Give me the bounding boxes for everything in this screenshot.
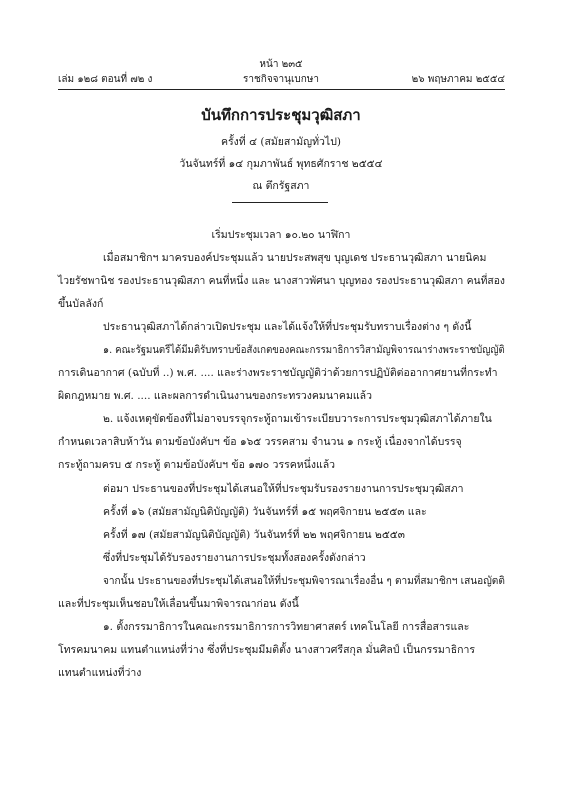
body-line: ผิดกฎหมาย พ.ศ. .... และผลการดำเนินงานของกระทรวงคมนาคมแล้ว [58,390,372,402]
meeting-place: ณ ตึกรัฐสภา [252,180,310,192]
body-line: กำหนดเวลาสิบห้าวัน ตามข้อบังคับฯ ข้อ ๑๖๕ วรรคสาม จำนวน ๑ กระทู้ เนื่องจากได้บรรจุ [58,436,462,448]
body-line: ครั้งที่ ๑๖ (สมัยสามัญนิติบัญญัติ) วันจันทร์ที่ ๑๕ พฤศจิกายน ๒๕๕๓ และ [103,506,427,518]
body-line: แทนตำแหน่งที่ว่าง [58,667,142,679]
start-time: เริ่มประชุมเวลา ๑๐.๒๐ นาฬิกา [211,229,351,241]
body-line: ต่อมา ประธานของที่ประชุมได้เสนอให้ที่ประชุมรับรองรายงานการประชุมวุฒิสภา [103,483,464,495]
body-line: ขึ้นบัลลังก์ [58,298,104,310]
volume-issue: เล่ม ๑๒๘ ตอนที่ ๗๒ ง [58,74,153,85]
publication-date: ๒๖ พฤษภาคม ๒๕๕๔ [411,74,505,85]
meeting-date: วันจันทร์ที่ ๑๔ กุมภาพันธ์ พุทธศักราช ๒๕๕๔ [179,158,383,170]
body-line: ซึ่งที่ประชุมได้รับรองรายงานการประชุมทั้งสองครั้งดังกล่าว [103,552,366,564]
body-line: ๑. ตั้งกรรมาธิการในคณะกรรมาธิการการวิทยาศาสตร์ เทคโนโลยี การสื่อสารและ [103,621,470,633]
body-line: จากนั้น ประธานของที่ประชุมได้เสนอให้ที่ประชุมพิจารณาเรื่องอื่น ๆ ตามที่สมาชิกฯ เสนอญัตติ [103,575,505,587]
header-rule [58,89,505,90]
body-line: ประธานวุฒิสภาได้กล่าวเปิดประชุม และได้แจ้งให้ที่ประชุมรับทราบเรื่องต่าง ๆ ดังนี้ [103,321,472,333]
gazette-name: ราชกิจจานุเบกษา [242,74,320,85]
document-title: บันทึกการประชุมวุฒิสภา [201,106,361,124]
body-line: ไวยรัชพานิช รองประธานวุฒิสภา คนที่หนึ่ง และ นางสาวพัศนา บุญทอง รองประธานวุฒิสภา คนที่สอง [58,275,505,287]
body-line: ๒. แจ้งเหตุขัดข้องที่ไม่อาจบรรจุกระทู้ถามเข้าระเบียบวาระการประชุมวุฒิสภาได้ภายใน [103,413,492,425]
page-number: หน้า ๒๓๕ [259,59,303,70]
meeting-number: ครั้งที่ ๔ (สมัยสามัญทั่วไป) [221,136,341,148]
title-underline [232,202,328,203]
body-line: เมื่อสมาชิกฯ มาครบองค์ประชุมแล้ว นายประสพสุข บุญเดช ประธานวุฒิสภา นายนิคม [103,252,487,264]
body-line: กระทู้ถามครบ ๕ กระทู้ ตามข้อบังคับฯ ข้อ ๑๗๐ วรรคหนึ่งแล้ว [58,459,336,471]
body-line: ครั้งที่ ๑๗ (สมัยสามัญนิติบัญญัติ) วันจันทร์ที่ ๒๒ พฤศจิกายน ๒๕๕๓ [103,529,405,541]
body-line: ๑. คณะรัฐมนตรีได้มีมติรับทราบข้อสังเกตของคณะกรรมาธิการวิสามัญพิจารณาร่างพระราชบัญญัติ [103,344,505,356]
body-line: การเดินอากาศ (ฉบับที่ ..) พ.ศ. .... และร่างพระราชบัญญัติว่าด้วยการปฏิบัติต่ออากาศยานที่กระทำ [58,367,498,379]
body-line: และที่ประชุมเห็นชอบให้เลื่อนขึ้นมาพิจารณาก่อน ดังนี้ [58,598,299,610]
body-line: โทรคมนาคม แทนตำแหน่งที่ว่าง ซึ่งที่ประชุมมีมติตั้ง นางสาวศรีสกุล มั่นศิลป์ เป็นกรรมาธิการ [58,644,476,656]
